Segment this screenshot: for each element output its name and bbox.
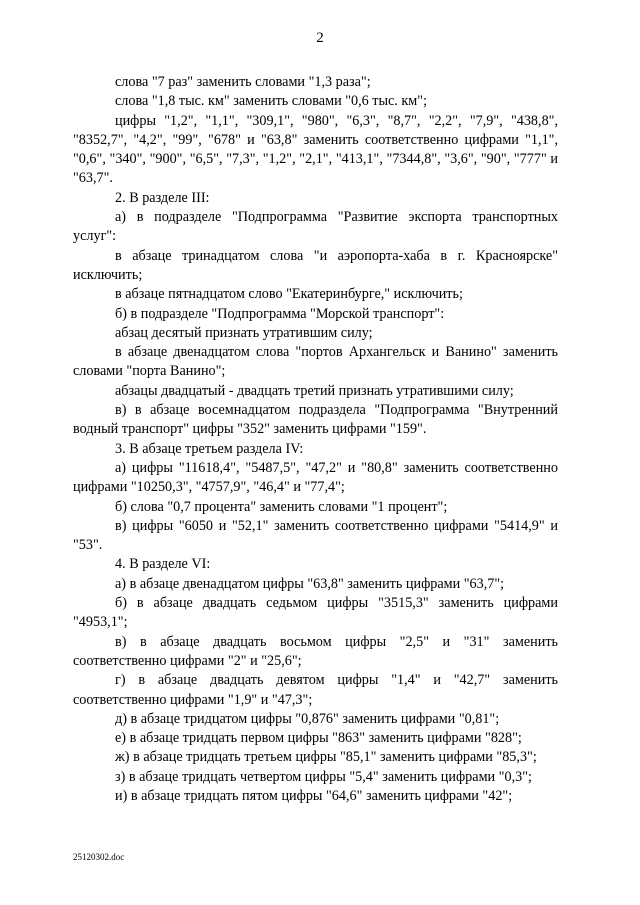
paragraph: в абзаце пятнадцатом слово "Екатеринбурге," исключить; (115, 286, 463, 303)
paragraph: а) в подразделе "Подпрограмма "Развитие экспорта транспортных услуг": (73, 209, 558, 245)
paragraph: слова "1,8 тыс. км" заменить словами "0,6 тыс. км"; (115, 93, 428, 110)
paragraph: г) в абзаце двадцать девятом цифры "1,4" и "42,7" заменить соответственно цифрами "1,9" и "47,3"; (73, 672, 558, 708)
page-number: 2 (316, 30, 324, 46)
document-body (73, 73, 558, 806)
paragraph: в) в абзаце восемнадцатом подраздела "Подпрограмма "Внутренний водный транспорт" цифры "352" заменить цифрами "159". (73, 402, 558, 438)
paragraph: а) в абзаце двенадцатом цифры "63,8" заменить цифрами "63,7"; (115, 575, 505, 592)
section-heading: 3. В абзаце третьем раздела IV: (115, 440, 304, 457)
paragraph: в) в абзаце двадцать восьмом цифры "2,5" и "31" заменить соответственно цифрами "2" и "25,6"; (73, 633, 558, 669)
paragraph: абзацы двадцатый - двадцать третий признать утратившими силу; (115, 382, 514, 399)
paragraph: абзац десятый признать утратившим силу; (115, 324, 373, 341)
paragraph: б) слова "0,7 процента" заменить словами "1 процент"; (115, 498, 448, 515)
paragraph: в абзаце двенадцатом слова "портов Архангельск и Ванино" заменить словами "порта Ванино"; (73, 344, 558, 380)
paragraph: в абзаце тринадцатом слова "и аэропорта-хаба в г. Красноярске" исключить; (73, 247, 558, 283)
paragraph: д) в абзаце тридцатом цифры "0,876" заменить цифрами "0,81"; (115, 710, 500, 727)
paragraph: в) цифры "6050 и "52,1" заменить соответственно цифрами "5414,9" и "53". (73, 517, 558, 554)
paragraph: б) в подразделе "Подпрограмма "Морской транспорт": (115, 305, 445, 322)
paragraph: е) в абзаце тридцать первом цифры "863" заменить цифрами "828"; (115, 730, 522, 747)
paragraph: з) в абзаце тридцать четвертом цифры "5,4" заменить цифрами "0,3"; (115, 768, 532, 785)
paragraph: и) в абзаце тридцать пятом цифры "64,6" заменить цифрами "42"; (115, 787, 513, 804)
section-heading: 2. В разделе III: (115, 189, 210, 206)
section-heading: 4. В разделе VI: (115, 556, 211, 573)
paragraph: а) цифры "11618,4", "5487,5", "47,2" и "80,8" заменить соответственно цифрами "10250,3", "4757,9", "46,4" и "77,4"; (73, 459, 558, 496)
paragraph: цифры "1,2", "1,1", "309,1", "980", "6,3", "8,7", "2,2", "7,9", "438,8", "8352,7", "4,2", "99", "678" и "63,8" заменить соответственно цифрами "1,1", "0,6", "340", "900", "6,5", "7,3", "1,2", "2,1", "413,1", "7344,8", "3,6", "90", "777" и "63,7". (73, 112, 558, 187)
paragraph: ж) в абзаце тридцать третьем цифры "85,1" заменить цифрами "85,3"; (115, 749, 537, 766)
paragraph: б) в абзаце двадцать седьмом цифры "3515,3" заменить цифрами "4953,1"; (73, 595, 558, 631)
footer-file-code: 25120302.doc (73, 852, 125, 862)
paragraph: слова "7 раз" заменить словами "1,3 раза"; (115, 74, 371, 90)
